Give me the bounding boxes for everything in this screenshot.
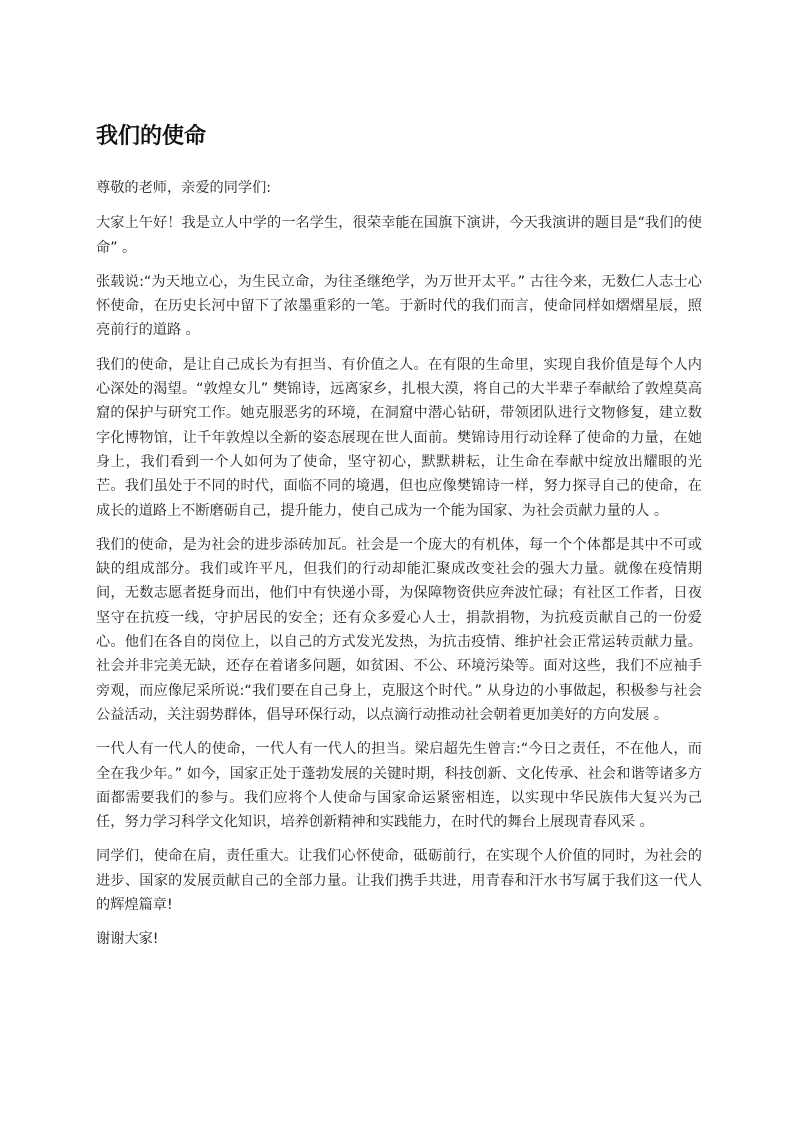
body-paragraph-generation: 一代人有一代人的使命，一代人有一代人的担当。梁启超先生曾言:“今日之责任，不在他人，而全在我少年。” 如今，国家正处于蓬勃发展的关键时期，科技创新、文化传承、社会和谐等诸多方面都需要我们的参与。我们应将个人使命与国家命运紧密相连，以实现中华民族伟大复兴为己任，努力学习科学文化知识，培养创新精神和实践能力，在时代的舞台上展现青春风采 。 (96, 741, 702, 831)
document-page (96, 118, 702, 962)
body-paragraph-growth: 我们的使命，是让自己成长为有担当、有价值之人。在有限的生命里，实现自我价值是每个人内心深处的渴望。“敦煌女儿” 樊锦诗，远离家乡，扎根大漠，将自己的大半辈子奉献给了敦煌莫高窟的保护与研究工作。她克服恶劣的环境，在洞窟中潜心钻研，带领团队进行文物修复，建立数字化博物馆，让千年敦煌以全新的姿态展现在世人面前。樊锦诗用行动诠释了使命的力量，在她身上，我们看到一个人如何为了使命，坚守初心，默默耕耘，让生命在奉献中绽放出耀眼的光芒。我们虽处于不同的时代，面临不同的境遇，但也应像樊锦诗一样，努力探寻自己的使命，在成长的道路上不断磨砺自己，提升能力，使自己成为一个能为国家、为社会贡献力量的人 。 (96, 356, 702, 519)
opening-paragraph: 大家上午好！我是立人中学的一名学生，很荣幸能在国旗下演讲，今天我演讲的题目是“我们的使命” 。 (96, 215, 702, 256)
body-paragraph-society: 我们的使命，是为社会的进步添砖加瓦。社会是一个庞大的有机体，每一个个体都是其中不可或缺的组成部分。我们或许平凡，但我们的行动却能汇聚成改变社会的强大力量。就像在疫情期间，无数志愿者挺身而出，他们中有快递小哥，为保障物资供应奔波忙碌；有社区工作者，日夜坚守在抗疫一线，守护居民的安全；还有众多爱心人士，捐款捐物，为抗疫贡献自己的一份爱心。他们在各自的岗位上，以自己的方式发光发热，为抗击疫情、维护社会正常运转贡献力量。社会并非完美无缺，还存在着诸多问题，如贫困、不公、环境污染等。面对这些，我们不应袖手旁观，而应像尼采所说:“我们要在自己身上，克服这个时代。” 从身边的小事做起，积极参与社会公益活动，关注弱势群体，倡导环保行动，以点滴行动推动社会朝着更加美好的方向发展 。 (96, 536, 702, 723)
document-title: 我们的使命 (96, 124, 207, 149)
thanks-paragraph: 谢谢大家! (96, 931, 159, 948)
closing-paragraph: 同学们，使命在肩，责任重大。让我们心怀使命，砥砺前行，在实现个人价值的同时，为社会的进步、国家的发展贡献自己的全部力量。让我们携手共进，用青春和汗水书写属于我们这一代人的辉煌篇章! (96, 848, 702, 914)
quote-paragraph: 张载说:“为天地立心，为生民立命，为往圣继绝学，为万世开太平。” 古往今来，无数仁人志士心怀使命，在历史长河中留下了浓墨重彩的一笔。于新时代的我们而言，使命同样如熠熠星辰，照亮前行的道路 。 (96, 273, 702, 339)
greeting-paragraph: 尊敬的老师，亲爱的同学们: (96, 180, 272, 196)
